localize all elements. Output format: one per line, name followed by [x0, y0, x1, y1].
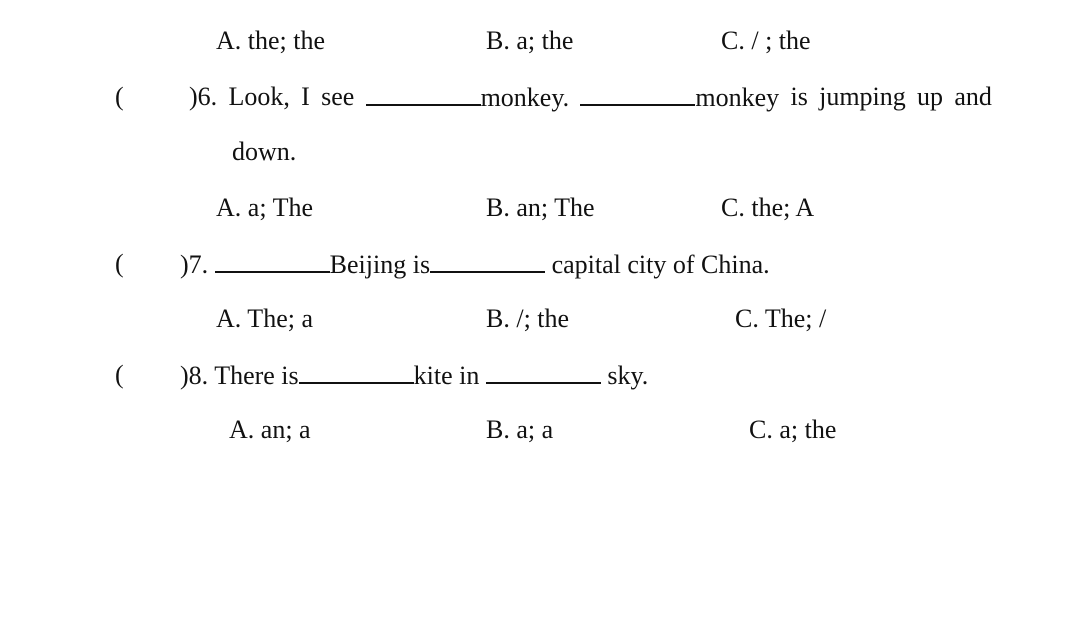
q7-blank-2[interactable]: [430, 249, 545, 273]
q8-number: )8. There is: [180, 361, 299, 390]
q7-option-c: C. The; /: [735, 304, 827, 333]
q7-stem: [180, 249, 770, 280]
q8-text-after-blank-1: kite in: [413, 361, 486, 390]
q7-text-after-blank-2: capital city of China.: [545, 250, 770, 279]
q7-option-b: B. /; the: [486, 304, 570, 333]
q6-blank-2-group: [580, 82, 779, 113]
q6-word: up: [917, 82, 944, 111]
q6-text-after-blank-1: monkey.: [480, 83, 570, 112]
q6-option-a: A. a; The: [216, 193, 313, 222]
q6-word: jumping: [819, 82, 906, 111]
q8-blank-2[interactable]: [486, 360, 601, 384]
q6-blank-2[interactable]: [580, 82, 695, 106]
q8-option-b: B. a; a: [486, 415, 554, 444]
q6-blank-1-group: [366, 82, 570, 113]
q6-number: )6.: [189, 82, 218, 111]
q7-number: )7.: [180, 250, 209, 279]
q6-word: see: [321, 82, 355, 111]
q6-blank-1[interactable]: [366, 82, 481, 106]
q6-word: and: [954, 82, 992, 111]
q6-word: I: [301, 82, 310, 111]
q6-option-c: C. the; A: [721, 193, 815, 222]
q7-blank-1[interactable]: [215, 249, 330, 273]
q6-word: Look,: [228, 82, 290, 111]
q8-text-after-blank-2: sky.: [600, 361, 649, 390]
q6-answer-paren[interactable]: (: [115, 82, 124, 111]
q8-answer-paren[interactable]: (: [115, 360, 124, 389]
q8-option-a: A. an; a: [229, 415, 311, 444]
q7-text-after-blank-1: Beijing is: [329, 250, 431, 279]
q6-continuation: down.: [232, 137, 297, 166]
q7-answer-paren[interactable]: (: [115, 249, 124, 278]
q6-stem: [189, 82, 992, 113]
q8-blank-1[interactable]: [299, 360, 414, 384]
q5-option-b: B. a; the: [486, 26, 574, 55]
q7-option-a: A. The; a: [216, 304, 313, 333]
q6-option-b: B. an; The: [486, 193, 595, 222]
q8-stem: [180, 360, 648, 391]
q5-option-c: C. / ; the: [721, 26, 811, 55]
q6-word: is: [790, 82, 808, 111]
q6-text-after-blank-2: monkey: [695, 83, 780, 112]
q5-option-a: A. the; the: [216, 26, 326, 55]
q8-option-c: C. a; the: [749, 415, 837, 444]
